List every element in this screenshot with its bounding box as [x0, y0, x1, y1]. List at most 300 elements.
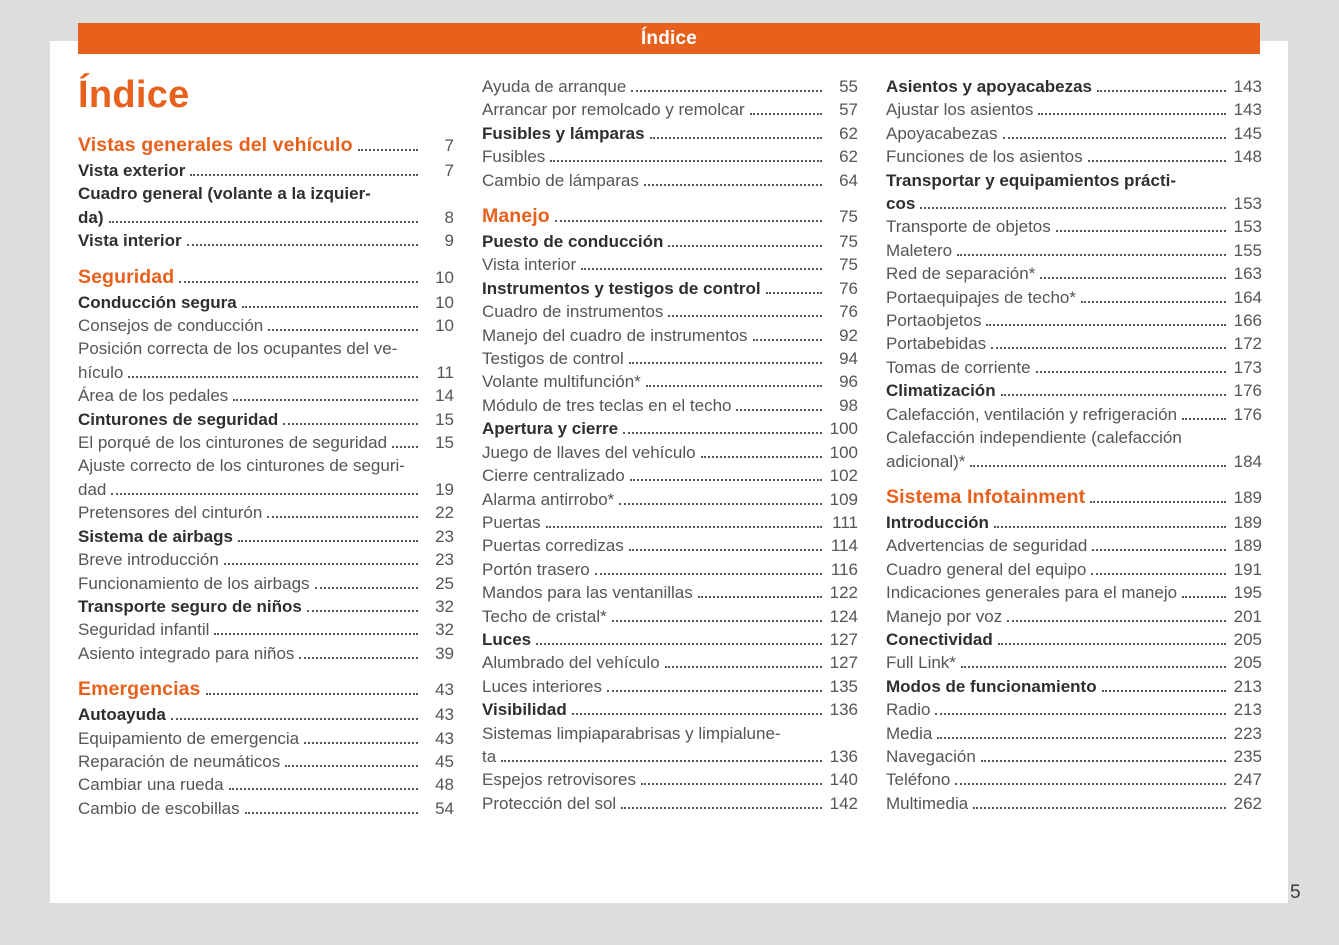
toc-entry-label: Advertencias de seguridad — [886, 536, 1088, 556]
toc-entry — [886, 309, 1262, 332]
toc-column-1 — [78, 75, 454, 820]
toc-entry — [482, 768, 858, 791]
toc-page-number: 98 — [839, 395, 858, 415]
toc-entry-label: Vistas generales del vehículo — [78, 134, 353, 156]
toc-page-number: 247 — [1233, 770, 1262, 790]
dot-leader — [1092, 549, 1226, 551]
toc-page-number: 62 — [839, 123, 858, 143]
toc-entry-label: Ajuste correcto de los cinturones de seguri- — [78, 456, 405, 476]
toc-entry — [886, 745, 1262, 768]
dot-leader — [1038, 113, 1226, 115]
toc-entry — [78, 384, 454, 407]
toc-entry — [482, 253, 858, 276]
dot-leader — [650, 137, 822, 139]
toc-page-number: 62 — [839, 147, 858, 167]
dot-leader — [550, 160, 822, 162]
dot-leader — [753, 339, 822, 341]
dot-leader — [981, 760, 1226, 762]
toc-page-number: 39 — [435, 643, 454, 663]
toc-entry-line2 — [78, 206, 454, 229]
toc-page-number: 140 — [829, 770, 858, 790]
running-header-title: Índice — [640, 27, 698, 49]
toc-entry-label: Luces interiores — [482, 676, 603, 696]
dot-leader — [998, 643, 1226, 645]
toc-page-number: 100 — [829, 442, 858, 462]
toc-page-number: 76 — [839, 278, 858, 298]
dot-leader — [1091, 573, 1226, 575]
toc-entry — [482, 651, 858, 674]
toc-entry — [482, 277, 858, 300]
dot-leader — [937, 737, 1226, 739]
dot-leader — [957, 254, 1226, 256]
toc-entry — [482, 169, 858, 192]
toc-entry — [78, 525, 454, 548]
toc-entry — [886, 122, 1262, 145]
toc-entry — [78, 642, 454, 665]
toc-page-number: 48 — [435, 775, 454, 795]
toc-entry-label: Conectividad — [886, 629, 993, 649]
toc-entry-label: Transporte de objetos — [886, 217, 1051, 237]
toc-entry — [78, 773, 454, 796]
toc-page-number: 127 — [829, 653, 858, 673]
dot-leader — [315, 587, 418, 589]
toc-page-number: 127 — [829, 629, 858, 649]
dot-leader — [109, 221, 419, 223]
toc-page-number: 32 — [435, 620, 454, 640]
dot-leader — [224, 563, 418, 565]
toc-entry-line1 — [482, 722, 858, 745]
toc-page-number: 9 — [444, 231, 454, 251]
toc-entry-label-continuation: adicional)* — [886, 451, 966, 471]
dot-leader — [546, 526, 822, 528]
dot-leader — [955, 783, 1226, 785]
toc-entry — [78, 797, 454, 820]
toc-page-number: 43 — [435, 705, 454, 725]
toc-page-number: 205 — [1233, 629, 1262, 649]
toc-entry-label: Mandos para las ventanillas — [482, 583, 693, 603]
toc-entry-label: Funcionamiento de los airbags — [78, 573, 310, 593]
toc-page-number: 148 — [1233, 147, 1262, 167]
dot-leader — [607, 690, 822, 692]
toc-entry — [886, 558, 1262, 581]
toc-entry-label-continuation: ta — [482, 746, 497, 766]
toc-entry-label: Red de separación* — [886, 264, 1036, 284]
toc-entry — [886, 722, 1262, 745]
toc-entry-label: Arrancar por remolcado y remolcar — [482, 100, 745, 120]
toc-page-number: 64 — [839, 170, 858, 190]
toc-page-number: 135 — [829, 676, 858, 696]
toc-entry — [482, 230, 858, 253]
toc-entry-label: Apertura y cierre — [482, 419, 619, 439]
dot-leader — [970, 465, 1226, 467]
toc-entry — [886, 628, 1262, 651]
toc-entry-line1 — [886, 169, 1262, 192]
toc-entry — [482, 145, 858, 168]
toc-entry-label: Apoyacabezas — [886, 123, 998, 143]
dot-leader — [630, 479, 822, 481]
dot-leader — [304, 742, 418, 744]
toc-entry — [482, 628, 858, 651]
dot-leader — [1036, 371, 1226, 373]
dot-leader — [285, 765, 418, 767]
toc-entry — [886, 286, 1262, 309]
toc-section-heading — [78, 132, 454, 159]
page-title: Índice — [78, 74, 190, 116]
dot-leader — [973, 807, 1226, 809]
toc-page-number: 143 — [1233, 77, 1262, 96]
toc-page-number: 155 — [1233, 240, 1262, 260]
toc-entry-label: Teléfono — [886, 770, 951, 790]
toc-entry — [886, 675, 1262, 698]
toc-entry-label: Cambiar una rueda — [78, 775, 224, 795]
toc-page-number: 14 — [435, 386, 454, 406]
toc-entry — [78, 750, 454, 773]
dot-leader — [623, 432, 822, 434]
toc-page-number: 22 — [435, 503, 454, 523]
toc-entry — [482, 98, 858, 121]
dot-leader — [179, 281, 418, 283]
toc-page-number: 75 — [839, 232, 858, 252]
toc-entry-label: Posición correcta de los ocupantes del ve- — [78, 339, 398, 359]
toc-entry — [78, 229, 454, 252]
dot-leader — [629, 362, 822, 364]
toc-entry-label: Consejos de conducción — [78, 316, 264, 336]
dot-leader — [233, 399, 418, 401]
dot-leader — [229, 788, 418, 790]
toc-page-number: 201 — [1233, 606, 1262, 626]
dot-leader — [701, 456, 822, 458]
toc-page-number: 213 — [1233, 676, 1262, 696]
toc-entry — [78, 572, 454, 595]
dot-leader — [242, 306, 418, 308]
toc-entry — [886, 98, 1262, 121]
toc-page-number: 262 — [1233, 793, 1262, 813]
dot-leader — [555, 220, 822, 222]
toc-entry-label: Manejo del cuadro de instrumentos — [482, 325, 748, 345]
toc-entry-label: Indicaciones generales para el manejo — [886, 583, 1178, 603]
toc-section-heading — [78, 264, 454, 291]
toc-entry-label: Pretensores del cinturón — [78, 503, 263, 523]
toc-page-number: 75 — [839, 255, 858, 275]
toc-entry-label: Cuadro de instrumentos — [482, 302, 664, 322]
toc-page-number: 235 — [1233, 746, 1262, 766]
toc-page-number: 43 — [435, 680, 454, 700]
toc-entry-label: Testigos de control — [482, 349, 624, 369]
toc-page-number: 43 — [435, 728, 454, 748]
toc-entry — [482, 394, 858, 417]
toc-entry — [886, 651, 1262, 674]
toc-entry-label: Puesto de conducción — [482, 232, 664, 252]
dot-leader — [214, 633, 418, 635]
dot-leader — [206, 693, 419, 695]
dot-leader — [1090, 501, 1226, 503]
toc-entry — [482, 441, 858, 464]
dot-leader — [128, 376, 418, 378]
toc-page-number: 111 — [832, 512, 858, 532]
toc-entry-label: Equipamiento de emergencia — [78, 728, 300, 748]
toc-page-number: 109 — [829, 489, 858, 509]
toc-page-number: 11 — [436, 362, 454, 382]
dot-leader — [1081, 301, 1226, 303]
toc-entry-line1 — [78, 337, 454, 360]
dot-leader — [245, 812, 418, 814]
toc-entry-label: Fusibles y lámparas — [482, 123, 645, 143]
toc-page-number: 94 — [839, 349, 858, 369]
toc-entry — [482, 558, 858, 581]
toc-page-number: 102 — [829, 466, 858, 486]
toc-entry — [886, 379, 1262, 402]
toc-entry-line2 — [482, 745, 858, 768]
toc-entry — [886, 145, 1262, 168]
toc-entry-label: Radio — [886, 700, 931, 720]
toc-entry-label: Multimedia — [886, 793, 969, 813]
dot-leader — [646, 385, 822, 387]
toc-entry-label: Protección del sol — [482, 793, 617, 813]
toc-entry — [482, 698, 858, 721]
dot-leader — [736, 409, 822, 411]
dot-leader — [619, 503, 822, 505]
toc-page-number: 8 — [444, 207, 454, 227]
dot-leader — [1088, 160, 1226, 162]
toc-entry — [482, 75, 858, 98]
toc-page-number: 189 — [1233, 512, 1262, 532]
toc-entry — [78, 727, 454, 750]
dot-leader — [631, 90, 822, 92]
toc-page-number: 124 — [829, 606, 858, 626]
toc-page-number: 163 — [1233, 264, 1262, 284]
toc-entry-label: Maletero — [886, 240, 953, 260]
dot-leader — [1056, 230, 1226, 232]
toc-entry-label: Reparación de neumáticos — [78, 751, 281, 771]
toc-entry-label: Instrumentos y testigos de control — [482, 278, 761, 298]
toc-entry — [886, 581, 1262, 604]
dot-leader — [501, 760, 822, 762]
toc-entry-label: Área de los pedales — [78, 386, 229, 406]
toc-entry-label: Sistemas limpiaparabrisas y limpialune- — [482, 723, 781, 743]
toc-entry-line1 — [78, 182, 454, 205]
toc-entry-label: Alarma antirrobo* — [482, 489, 615, 509]
toc-entry — [78, 159, 454, 182]
toc-page-number: 223 — [1233, 723, 1262, 743]
toc-entry — [482, 605, 858, 628]
toc-entry — [482, 324, 858, 347]
toc-entry — [886, 403, 1262, 426]
toc-entry — [886, 511, 1262, 534]
dot-leader — [665, 666, 822, 668]
toc-page-number: 166 — [1233, 311, 1262, 331]
toc-entry-label: Alumbrado del vehículo — [482, 653, 660, 673]
dot-leader — [1007, 620, 1226, 622]
toc-entry — [886, 75, 1262, 98]
toc-entry — [886, 332, 1262, 355]
toc-entry-label: Transportar y equipamientos prácti- — [886, 170, 1177, 190]
toc-entry-label: Introducción — [886, 512, 989, 532]
toc-entry-label: Fusibles — [482, 147, 546, 167]
toc-page-number: 176 — [1233, 381, 1262, 401]
toc-page-number: 100 — [829, 419, 858, 439]
toc-page-number: 45 — [435, 751, 454, 771]
toc-entry-label: Asiento integrado para niños — [78, 643, 295, 663]
toc-entry — [78, 548, 454, 571]
toc-entry-label: Media — [886, 723, 933, 743]
dot-leader — [536, 643, 822, 645]
dot-leader — [595, 573, 822, 575]
toc-page-number: 75 — [839, 207, 858, 227]
toc-page-number: 189 — [1233, 536, 1262, 556]
toc-page-number: 54 — [435, 798, 454, 818]
toc-entry-label-continuation: cos — [886, 194, 916, 214]
toc-entry-label-continuation: dad — [78, 479, 107, 499]
toc-entry — [482, 675, 858, 698]
toc-entry — [482, 534, 858, 557]
toc-page-number: 189 — [1233, 487, 1262, 507]
toc-entry — [482, 511, 858, 534]
toc-entry-label: Portaobjetos — [886, 311, 982, 331]
toc-entry-label: Cambio de escobillas — [78, 798, 240, 818]
toc-entry — [482, 370, 858, 393]
toc-entry-label: Cierre centralizado — [482, 466, 625, 486]
dot-leader — [1001, 394, 1226, 396]
toc-entry-label: Vista interior — [482, 255, 577, 275]
toc-page-number: 92 — [839, 325, 858, 345]
toc-entry-label: Calefacción independiente (calefacción — [886, 428, 1182, 448]
toc-entry-label: Portón trasero — [482, 559, 590, 579]
toc-entry-label: Vista interior — [78, 231, 182, 251]
toc-entry-label: Visibilidad — [482, 700, 567, 720]
toc-entry-label-continuation: da) — [78, 207, 104, 227]
toc-entry — [482, 581, 858, 604]
toc-entry-label: Calefacción, ventilación y refrigeración — [886, 404, 1178, 424]
toc-page-number: 15 — [435, 433, 454, 453]
toc-entry — [78, 703, 454, 726]
dot-leader — [299, 657, 418, 659]
toc-page-number: 143 — [1233, 100, 1262, 120]
toc-page-number: 195 — [1233, 583, 1262, 603]
toc-page-number: 15 — [435, 409, 454, 429]
toc-page-number: 136 — [829, 746, 858, 766]
toc-column-2 — [482, 75, 858, 820]
toc-page-number: 32 — [435, 596, 454, 616]
toc-entry-label: Techo de cristal* — [482, 606, 607, 626]
toc-entry-label: Tomas de corriente — [886, 357, 1031, 377]
toc-entry — [78, 501, 454, 524]
toc-entry-label: Luces — [482, 629, 532, 649]
toc-entry — [482, 300, 858, 323]
toc-entry-label: Manejo por voz — [886, 606, 1003, 626]
toc-entry-label: Espejos retrovisores — [482, 770, 637, 790]
dot-leader — [171, 718, 418, 720]
toc-entry — [886, 262, 1262, 285]
toc-entry-label: El porqué de los cinturones de seguridad — [78, 433, 388, 453]
toc-page-number: 57 — [839, 100, 858, 120]
toc-entry-label: Sistema de airbags — [78, 526, 233, 546]
toc-entry — [482, 792, 858, 815]
toc-column-2-entries — [482, 75, 858, 815]
toc-page-number: 142 — [829, 793, 858, 813]
toc-entry-label: Emergencias — [78, 678, 201, 701]
toc-entry-line1 — [886, 426, 1262, 449]
toc-entry-label: Manejo — [482, 205, 550, 228]
toc-page-number: 122 — [829, 583, 858, 603]
toc-page-number: 136 — [829, 700, 858, 720]
toc-page-number: 10 — [435, 292, 454, 312]
toc-page-number: 184 — [1233, 451, 1262, 471]
toc-column-1-entries — [78, 132, 454, 820]
dot-leader — [1040, 277, 1226, 279]
folio-page-number: 5 — [1290, 882, 1301, 903]
toc-page-number: 7 — [444, 161, 454, 180]
dot-leader — [238, 540, 418, 542]
toc-entry-label: Seguridad — [78, 265, 175, 288]
toc-entry-label: Breve introducción — [78, 550, 219, 570]
dot-leader — [644, 184, 822, 186]
toc-entry — [886, 605, 1262, 628]
toc-entry — [482, 122, 858, 145]
dot-leader — [283, 423, 418, 425]
toc-section-heading — [886, 484, 1262, 511]
dot-leader — [629, 549, 822, 551]
toc-column-3-entries — [886, 75, 1262, 815]
toc-page-number: 173 — [1233, 357, 1262, 377]
running-header-bar — [78, 23, 1260, 54]
toc-page-number: 10 — [435, 267, 454, 287]
toc-section-heading — [482, 203, 858, 230]
dot-leader — [190, 174, 418, 176]
toc-entry-label: Módulo de tres teclas en el techo — [482, 395, 732, 415]
toc-entry-line1 — [78, 454, 454, 477]
toc-entry-line2 — [886, 192, 1262, 215]
toc-entry — [78, 618, 454, 641]
dot-leader — [307, 610, 418, 612]
dot-leader — [668, 245, 822, 247]
toc-section-heading — [78, 676, 454, 703]
toc-entry-label: Puertas — [482, 512, 541, 532]
dot-leader — [961, 666, 1226, 668]
dot-leader — [991, 347, 1226, 349]
toc-entry — [482, 464, 858, 487]
toc-page-number: 191 — [1233, 559, 1262, 579]
toc-entry — [886, 239, 1262, 262]
dot-leader — [766, 292, 822, 294]
toc-page-number: 213 — [1233, 700, 1262, 720]
dot-leader — [994, 526, 1226, 528]
toc-entry-label: Conducción segura — [78, 292, 237, 312]
dot-leader — [621, 807, 822, 809]
dot-leader — [581, 268, 822, 270]
toc-page-number: 116 — [830, 559, 858, 579]
toc-page-number: 10 — [435, 316, 454, 336]
toc-page-number: 25 — [435, 573, 454, 593]
toc-page-number: 55 — [839, 77, 858, 96]
dot-leader — [935, 713, 1226, 715]
toc-entry — [78, 431, 454, 454]
dot-leader — [1182, 596, 1226, 598]
toc-page-number: 23 — [435, 526, 454, 546]
toc-entry-label-continuation: hículo — [78, 362, 124, 382]
toc-entry-label: Vista exterior — [78, 161, 186, 180]
toc-entry — [78, 595, 454, 618]
toc-page-number: 145 — [1233, 123, 1262, 143]
dot-leader — [1003, 137, 1226, 139]
toc-entry-label: Ajustar los asientos — [886, 100, 1034, 120]
toc-entry — [886, 215, 1262, 238]
toc-entry-label: Cuadro general del equipo — [886, 559, 1087, 579]
toc-column-3 — [886, 75, 1262, 820]
dot-leader — [920, 207, 1226, 209]
toc-entry — [886, 768, 1262, 791]
dot-leader — [1102, 690, 1226, 692]
toc-page-number: 153 — [1233, 194, 1262, 214]
